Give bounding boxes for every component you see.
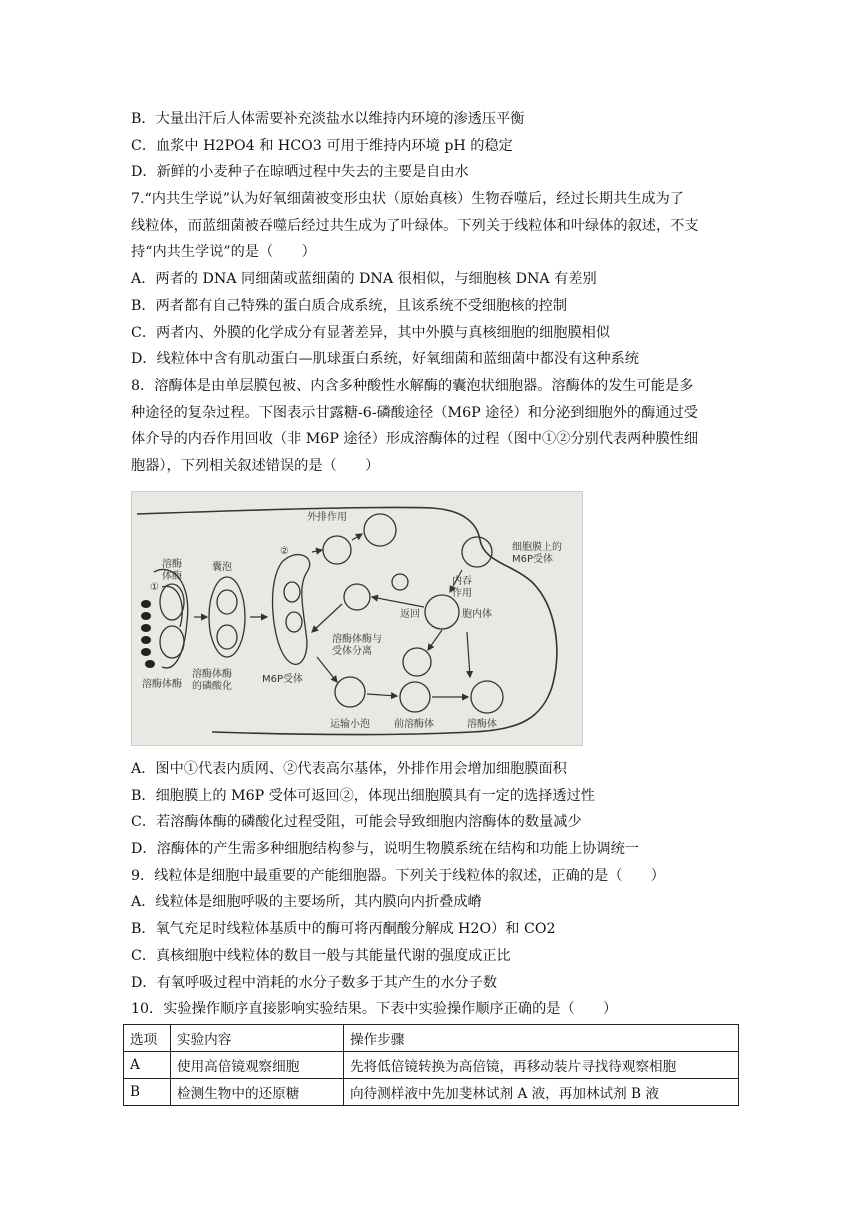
q10-stem: 10．实验操作顺序直接影响实验结果。下表中实验操作顺序正确的是（ ） (131, 1001, 618, 1018)
pre-lysosome-shape (400, 682, 430, 712)
label-vesicle: 囊泡 (212, 562, 232, 573)
lysosome-pathway-figure (131, 491, 583, 746)
label-membrane-m6p-1: 细胞膜上的 (512, 542, 562, 553)
label-lysosomal-enzyme: 溶酶体酶 (142, 679, 182, 690)
label-lysosomal-enzyme-top-2: 体酶 (162, 571, 182, 582)
label-endosome: 胞内体 (462, 609, 492, 620)
q6-option-c (131, 133, 741, 160)
q9-option-c: C．真核细胞中线粒体的数目一般与其能量代谢的强度成正比 (131, 947, 511, 964)
label-phosphorylation-2: 的磷酸化 (192, 681, 232, 692)
q7-stem-line-1: 7.“内共生学说”认为好氧细菌被变形虫状（原始真核）生物吞噬后，经过长期共生成为了 (131, 191, 684, 208)
q8-stem-line-3: 体介导的内吞作用回收（非 M6P 途径）形成溶酶体的过程（图中①②分别代表两种膜性细 (131, 431, 699, 448)
pathway-arrows (194, 534, 470, 697)
q9-option-b: B．氧气充足时线粒体基质中的酶可将丙酮酸分解成 H2O）和 CO2 (131, 921, 556, 938)
transport-vesicle-shape (335, 677, 365, 707)
table-cell: B (124, 1079, 171, 1106)
q6-option-c-text: C．血浆中 H2PO4 和 HCO3 可用于维持内环境 pH 的稳定 (131, 137, 513, 154)
lysosome-shape (471, 681, 503, 713)
golgi-vesicle-top (323, 536, 351, 564)
label-endocytosis-1: 内吞 (452, 576, 472, 587)
label-pre-lysosome: 前溶酶体 (394, 719, 434, 730)
er-structure (154, 569, 188, 667)
endocytosis-vesicle (462, 537, 492, 567)
table-cell: 检测生物中的还原糖 (171, 1079, 344, 1106)
q6-option-d: D．新鲜的小麦种子在晾晒过程中失去的主要是自由水 (131, 164, 469, 181)
label-circle-1: ① (150, 582, 159, 593)
q7-option-d: D．线粒体中含有肌动蛋白—肌球蛋白系统，好氧细菌和蓝细菌中都没有这种系统 (131, 351, 639, 368)
q9-option-a: A．线粒体是细胞呼吸的主要场所，其内膜向内折叠成嵴 (131, 894, 482, 911)
table-row (124, 1079, 739, 1106)
separation-vesicle (403, 648, 431, 676)
q8-option-a: A．图中①代表内质网、②代表高尔基体，外排作用会增加细胞膜面积 (131, 761, 567, 777)
q8-stem-line-4: 胞器），下列相关叙述错误的是（ ） (131, 457, 380, 474)
table-header-cell: 选项 (124, 1025, 171, 1052)
return-vesicle (344, 584, 370, 610)
q9-option-d: D．有氧呼吸过程中消耗的水分子数多于其产生的水分子数 (131, 974, 498, 991)
lysosome-pathway-diagram (132, 492, 582, 745)
q8-option-d: D．溶酶体的产生需多种细胞结构参与，说明生物膜系统在结构和功能上协调统一 (131, 841, 639, 858)
table-cell: A (124, 1052, 171, 1079)
label-return: 返回 (400, 609, 420, 620)
q8-stem-line-2: 种途径的复杂过程。下图表示甘露糖-6-磷酸途径（M6P 途径）和分泌到细胞外的酶通过受 (131, 404, 698, 421)
q7-option-c: C．两者内、外膜的化学成分有显著差异，其中外膜与真核细胞的细胞膜相似 (131, 324, 611, 341)
q8-stem-line-1: 8．溶酶体是由单层膜包被、内含多种酸性水解酶的囊泡状细胞器。溶酶体的发生可能是多 (131, 377, 694, 394)
exocytosis-vesicle (364, 514, 396, 546)
label-circle-2: ② (280, 546, 289, 557)
operations-table (123, 1024, 739, 1106)
table-header-cell: 操作步骤 (344, 1025, 739, 1052)
q8-option-c: C．若溶酶体酶的磷酸化过程受阻，可能会导致细胞内溶酶体的数量减少 (131, 814, 582, 831)
vesicle-shape (209, 577, 245, 657)
label-membrane-m6p-2: M6P受体 (512, 554, 554, 565)
label-phosphorylation-1: 溶酶体酶 (192, 669, 232, 680)
q7-option-b: B．两者都有自己特殊的蛋白质合成系统，且该系统不受细胞核的控制 (131, 297, 568, 314)
label-transport-vesicle: 运输小泡 (330, 719, 370, 730)
cell-membrane (137, 507, 557, 734)
q9-stem: 9．线粒体是细胞中最重要的产能细胞器。下列关于线粒体的叙述，正确的是（ ） (131, 867, 665, 884)
label-lysosomal-enzyme-top-1: 溶酶 (162, 559, 182, 570)
q7-stem-line-2: 线粒体，而蓝细菌被吞噬后经过共生成为了叶绿体。下列关于线粒体和叶绿体的叙述，不支 (131, 217, 699, 234)
after-figure-text (131, 756, 741, 1023)
endosome-shape (425, 595, 459, 629)
q7-option-a: A．两者的 DNA 同细菌或蓝细菌的 DNA 很相似，与细胞核 DNA 有差别 (131, 271, 597, 288)
label-m6p-receptor: M6P受体 (262, 674, 304, 685)
label-separation-1: 溶酶体酶与 (332, 634, 382, 645)
top-text (131, 106, 741, 480)
q8-option-b: B．细胞膜上的 M6P 受体可返回②，体现出细胞膜具有一定的选择透过性 (131, 787, 595, 804)
label-endocytosis-2: 作用 (452, 588, 472, 599)
table-cell: 使用高倍镜观察细胞 (171, 1052, 344, 1079)
table-header-row (124, 1025, 739, 1052)
table-row (124, 1052, 739, 1079)
return-vesicle-2 (392, 574, 408, 590)
table-header-cell: 实验内容 (171, 1025, 344, 1052)
table-cell: 向待测样液中先加斐林试剂 A 液，再加林试剂 B 液 (344, 1079, 739, 1106)
label-lysosome: 溶酶体 (467, 719, 497, 730)
ribosome-dots (141, 600, 155, 668)
q6-option-b: B．大量出汗后人体需要补充淡盐水以维持内环境的渗透压平衡 (131, 111, 525, 127)
label-separation-2: 受体分离 (332, 646, 372, 657)
golgi-shape (273, 555, 310, 665)
label-exocytosis: 外排作用 (307, 512, 347, 523)
q7-stem-line-3: 持“内共生学说”的是（ ） (131, 244, 316, 261)
table-cell: 先将低倍镜转换为高倍镜，再移动装片寻找待观察相胞 (344, 1052, 739, 1079)
